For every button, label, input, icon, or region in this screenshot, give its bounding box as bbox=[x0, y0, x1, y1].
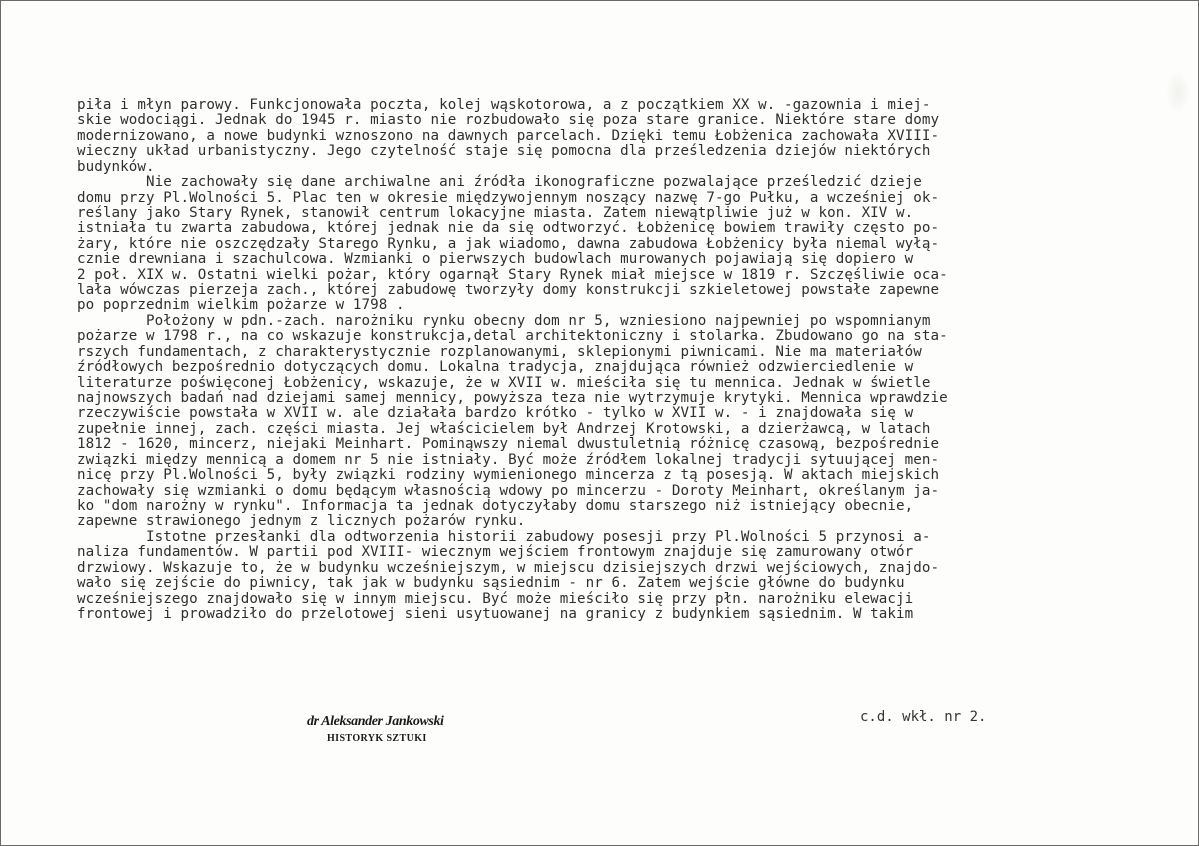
stamp-author-name: dr Aleksander Jankowski bbox=[307, 714, 444, 729]
stamp-author-title: HISTORYK SZTUKI bbox=[327, 733, 427, 744]
text-line: zupełnie innej, zach. części miasta. Jej właścicielem był Andrzej Krotowski, a dzierżawcą, w latach bbox=[77, 420, 931, 437]
text-line: istniała tu zwarta zabudowa, której jednak nie da się odtworzyć. Łobżenicę bowiem trawiły często po- bbox=[77, 220, 940, 237]
text-line: ko "dom narożny w rynku". Informacja ta jednak dotyczyłaby domu starszego niż istniejący obecnie, bbox=[77, 497, 914, 514]
paper-mark bbox=[1167, 73, 1189, 111]
text-line: 1812 - 1620, mincerz, niejaki Meinhart. Pominąwszy niemal dwustuletnią różnicę czasową, bezpośrednie bbox=[77, 436, 940, 453]
text-line: po poprzednim wielkim pożarze w 1798 . bbox=[77, 297, 405, 314]
text-line: pożarze w 1798 r., na co wskazuje konstrukcja,detal architektoniczny i stolarka. Zbudowano go na sta- bbox=[77, 328, 948, 345]
text-line: wieczny układ urbanistyczny. Jego czytelność staje się pomocna dla prześledzenia dziejów niektórych bbox=[77, 143, 931, 160]
text-line: naliza fundamentów. W partii pod XVIII- wiecznym wejściem frontowym znajduje się zamurowany otwór bbox=[77, 544, 914, 561]
text-line: zapewne strawionego jednym z licznych pożarów rynku. bbox=[77, 513, 526, 530]
text-line: reślany jako Stary Rynek, stanowił centrum lokacyjne miasta. Zatem niewątpliwie już w kon. XIV w. bbox=[77, 204, 914, 221]
text-line: lała wówczas pierzeja zach., której zabudowę tworzyły domy konstrukcji szkieletowej powstałe zapewne bbox=[77, 282, 940, 299]
text-line: piła i młyn parowy. Funkcjonowała poczta, kolej wąskotorowa, a z początkiem XX w. -gazownia i miej- bbox=[77, 97, 931, 113]
text-line: wcześniejszego znajdowało się w innym miejscu. Być może mieściło się przy płn. narożniku elewacji bbox=[77, 590, 914, 607]
text-line: rszych fundamentach, z charakterystycznie rozplanowanymi, sklepionymi piwnicami. Nie ma materiałów bbox=[77, 343, 922, 360]
text-line: najnowszych badań nad dziejami samej mennicy, powyższa teza nie wytrzymuje krytyki. Mennica wprawdzie bbox=[77, 390, 948, 407]
typed-text-body bbox=[77, 98, 1107, 622]
text-line: żary, które nie oszczędzały Starego Rynku, a jak wiadomo, dawna zabudowa Łobżenicy była niemal wyłą- bbox=[77, 235, 940, 252]
text-line: modernizowano, a nowe budynki wznoszono na dawnych parcelach. Dzięki temu Łobżenica zachowała XVIII- bbox=[77, 127, 940, 144]
text-line: frontowej i prowadziło do przelotowej sieni usytuowanej na granicy z budynkiem sąsiednim. W takim bbox=[77, 605, 914, 622]
text-line: 2 poł. XIX w. Ostatni wielki pożar, który ogarnął Stary Rynek miał miejsce w 1819 r. Szczęśliwie oca- bbox=[77, 266, 948, 283]
text-line: źródłowych bezpośrednio dotyczących domu. Lokalna tradycja, znajdująca również odzwierciedlenie w bbox=[77, 359, 914, 376]
text-line: nicę przy Pl.Wolności 5, były związki rodziny wymienionego mincerza z tą posesją. W aktach miejskich bbox=[77, 467, 940, 484]
text-line: wało się zejście do piwnicy, tak jak w budynku sąsiednim - nr 6. Zatem wejście główne do budynku bbox=[77, 575, 905, 592]
text-line: Nie zachowały się dane archiwalne ani źródła ikonograficzne pozwalające prześledzić dzieje bbox=[77, 174, 922, 191]
text-line: cznie drewniana i szachulcowa. Wzmianki o pierwszych budowlach murowanych pojawiają się dopiero w bbox=[77, 251, 914, 268]
text-line: skie wodociągi. Jednak do 1945 r. miasto nie rozbudowało się poza stare granice. Niektóre stare domy bbox=[77, 112, 940, 129]
text-line: rzeczywiście powstała w XVII w. ale działała bardzo krótko - tylko w XVII w. - i znajdowała się w bbox=[77, 405, 914, 422]
text-line: Położony w pdn.-zach. narożniku rynku obecny dom nr 5, wzniesiono najpewniej po wspomnianym bbox=[77, 312, 931, 329]
continuation-note: c.d. wkł. nr 2. bbox=[860, 709, 987, 725]
author-stamp bbox=[307, 714, 444, 744]
text-line: zachowały się wzmianki o domu będącym własnością wdowy po mincerzu - Doroty Meinhart, określanym ja- bbox=[77, 482, 940, 499]
text-line: domu przy Pl.Wolności 5. Plac ten w okresie międzywojennym noszący nazwę 7-go Pułku, a wcześniej ok- bbox=[77, 189, 940, 206]
text-line: Istotne przesłanki dla odtworzenia historii zabudowy posesji przy Pl.Wolności 5 przynosi a- bbox=[77, 528, 931, 545]
text-line: literaturze poświęconej Łobżenicy, wskazuje, że w XVII w. mieściła się tu mennica. Jednak w świetle bbox=[77, 374, 931, 391]
text-line: związki między mennicą a domem nr 5 nie istniały. Być może źródłem lokalnej tradycji sytuującej men- bbox=[77, 451, 940, 468]
text-line: budynków. bbox=[77, 158, 155, 175]
text-line: drzwiowy. Wskazuje to, że w budynku wcześniejszym, w miejscu dzisiejszych drzwi wejściowych, znajdo- bbox=[77, 559, 940, 576]
